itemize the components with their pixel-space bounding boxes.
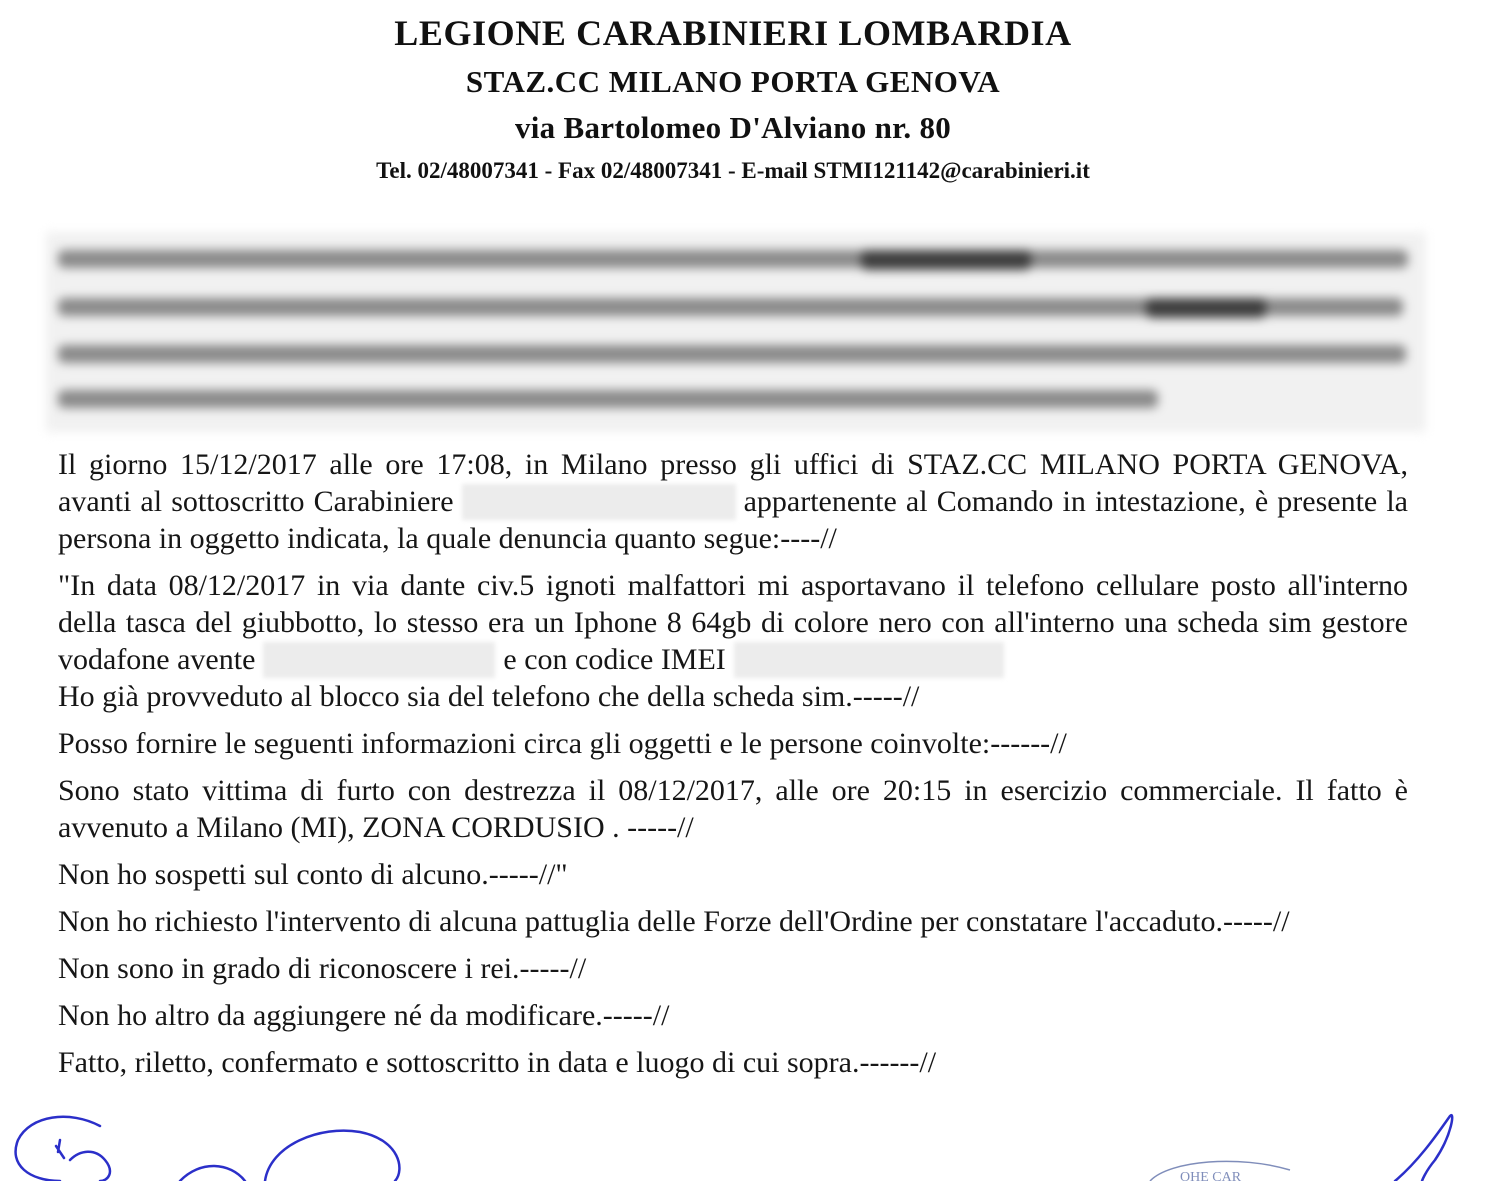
header-contacts: Tel. 02/48007341 - Fax 02/48007341 - E-mail STMI121142@carabinieri.it	[376, 158, 1090, 183]
paragraph-info: Posso fornire le seguenti informazioni circa gli oggetti e le persone coinvolte:------//	[58, 727, 1067, 760]
redacted-line	[58, 250, 1408, 268]
redacted-phone-number	[263, 642, 495, 678]
header-station: STAZ.CC MILANO PORTA GENOVA	[465, 64, 1001, 99]
redacted-officer-name	[462, 484, 736, 520]
redacted-personal-data	[46, 232, 1426, 432]
official-stamp	[1150, 1161, 1290, 1181]
redacted-bold-word	[861, 250, 1031, 270]
redacted-line	[58, 345, 1406, 363]
report-body	[58, 446, 1408, 1091]
redacted-line	[58, 390, 1158, 408]
statement-text-b: e con codice IMEI	[503, 643, 726, 676]
paragraph-no-patrol: Non ho richiesto l'intervento di alcuna pattuglia delle Forze dell'Ordine per constatare l'accaduto.-----//	[58, 905, 1290, 938]
intro-text-a: Il giorno 15/12/2017 alle ore 17:08, in Milano presso gli uffici di STAZ.CC MILANO PORTA GENOVA, avanti al sottoscritto Carabiniere	[58, 448, 1408, 518]
left-signature	[16, 1117, 400, 1181]
header-legion: LEGIONE CARABINIERI LOMBARDIA	[394, 13, 1072, 53]
paragraph-closing: Fatto, riletto, confermato e sottoscritto in data e luogo di cui sopra.------//	[58, 1046, 937, 1079]
paragraph-nothing-to-add: Non ho altro da aggiungere né da modificare.-----//	[58, 999, 670, 1032]
paragraph-no-suspects: Non ho sospetti sul conto di alcuno.-----//"	[58, 858, 568, 891]
header-address: via Bartolomeo D'Alviano nr. 80	[514, 110, 952, 145]
svg-text:OHE CAR: OHE CAR	[1180, 1170, 1242, 1181]
right-signature	[1395, 1115, 1452, 1181]
paragraph-intro	[58, 446, 1408, 557]
intro-text-b: appartenente al Comando in intestazione, è presente la persona in oggetto indicata, la quale denuncia quanto segue:----//	[58, 485, 1409, 555]
paragraph-theft-details: Sono stato vittima di furto con destrezza il 08/12/2017, alle ore 20:15 in esercizio commerciale. Il fatto è avvenuto a Milano (MI), ZONA CORDUSIO . -----//	[58, 774, 1408, 844]
statement-text-c: Ho già provveduto al blocco sia del telefono che della scheda sim.-----//	[58, 680, 920, 713]
paragraph-no-recognition: Non sono in grado di riconoscere i rei.-----//	[58, 952, 587, 985]
redacted-imei	[734, 642, 1004, 678]
signatures-area	[0, 1100, 1500, 1181]
redacted-bold-word	[1146, 298, 1266, 318]
paragraph-statement	[58, 567, 1408, 715]
statement-text-a: "In data 08/12/2017 in via dante civ.5 ignoti malfattori mi asportavano il telefono cellulare posto all'interno della tasca del giubbotto, lo stesso era un Iphone 8 64gb di colore nero con all'interno una scheda sim gestore vodafone avente	[58, 569, 1408, 676]
